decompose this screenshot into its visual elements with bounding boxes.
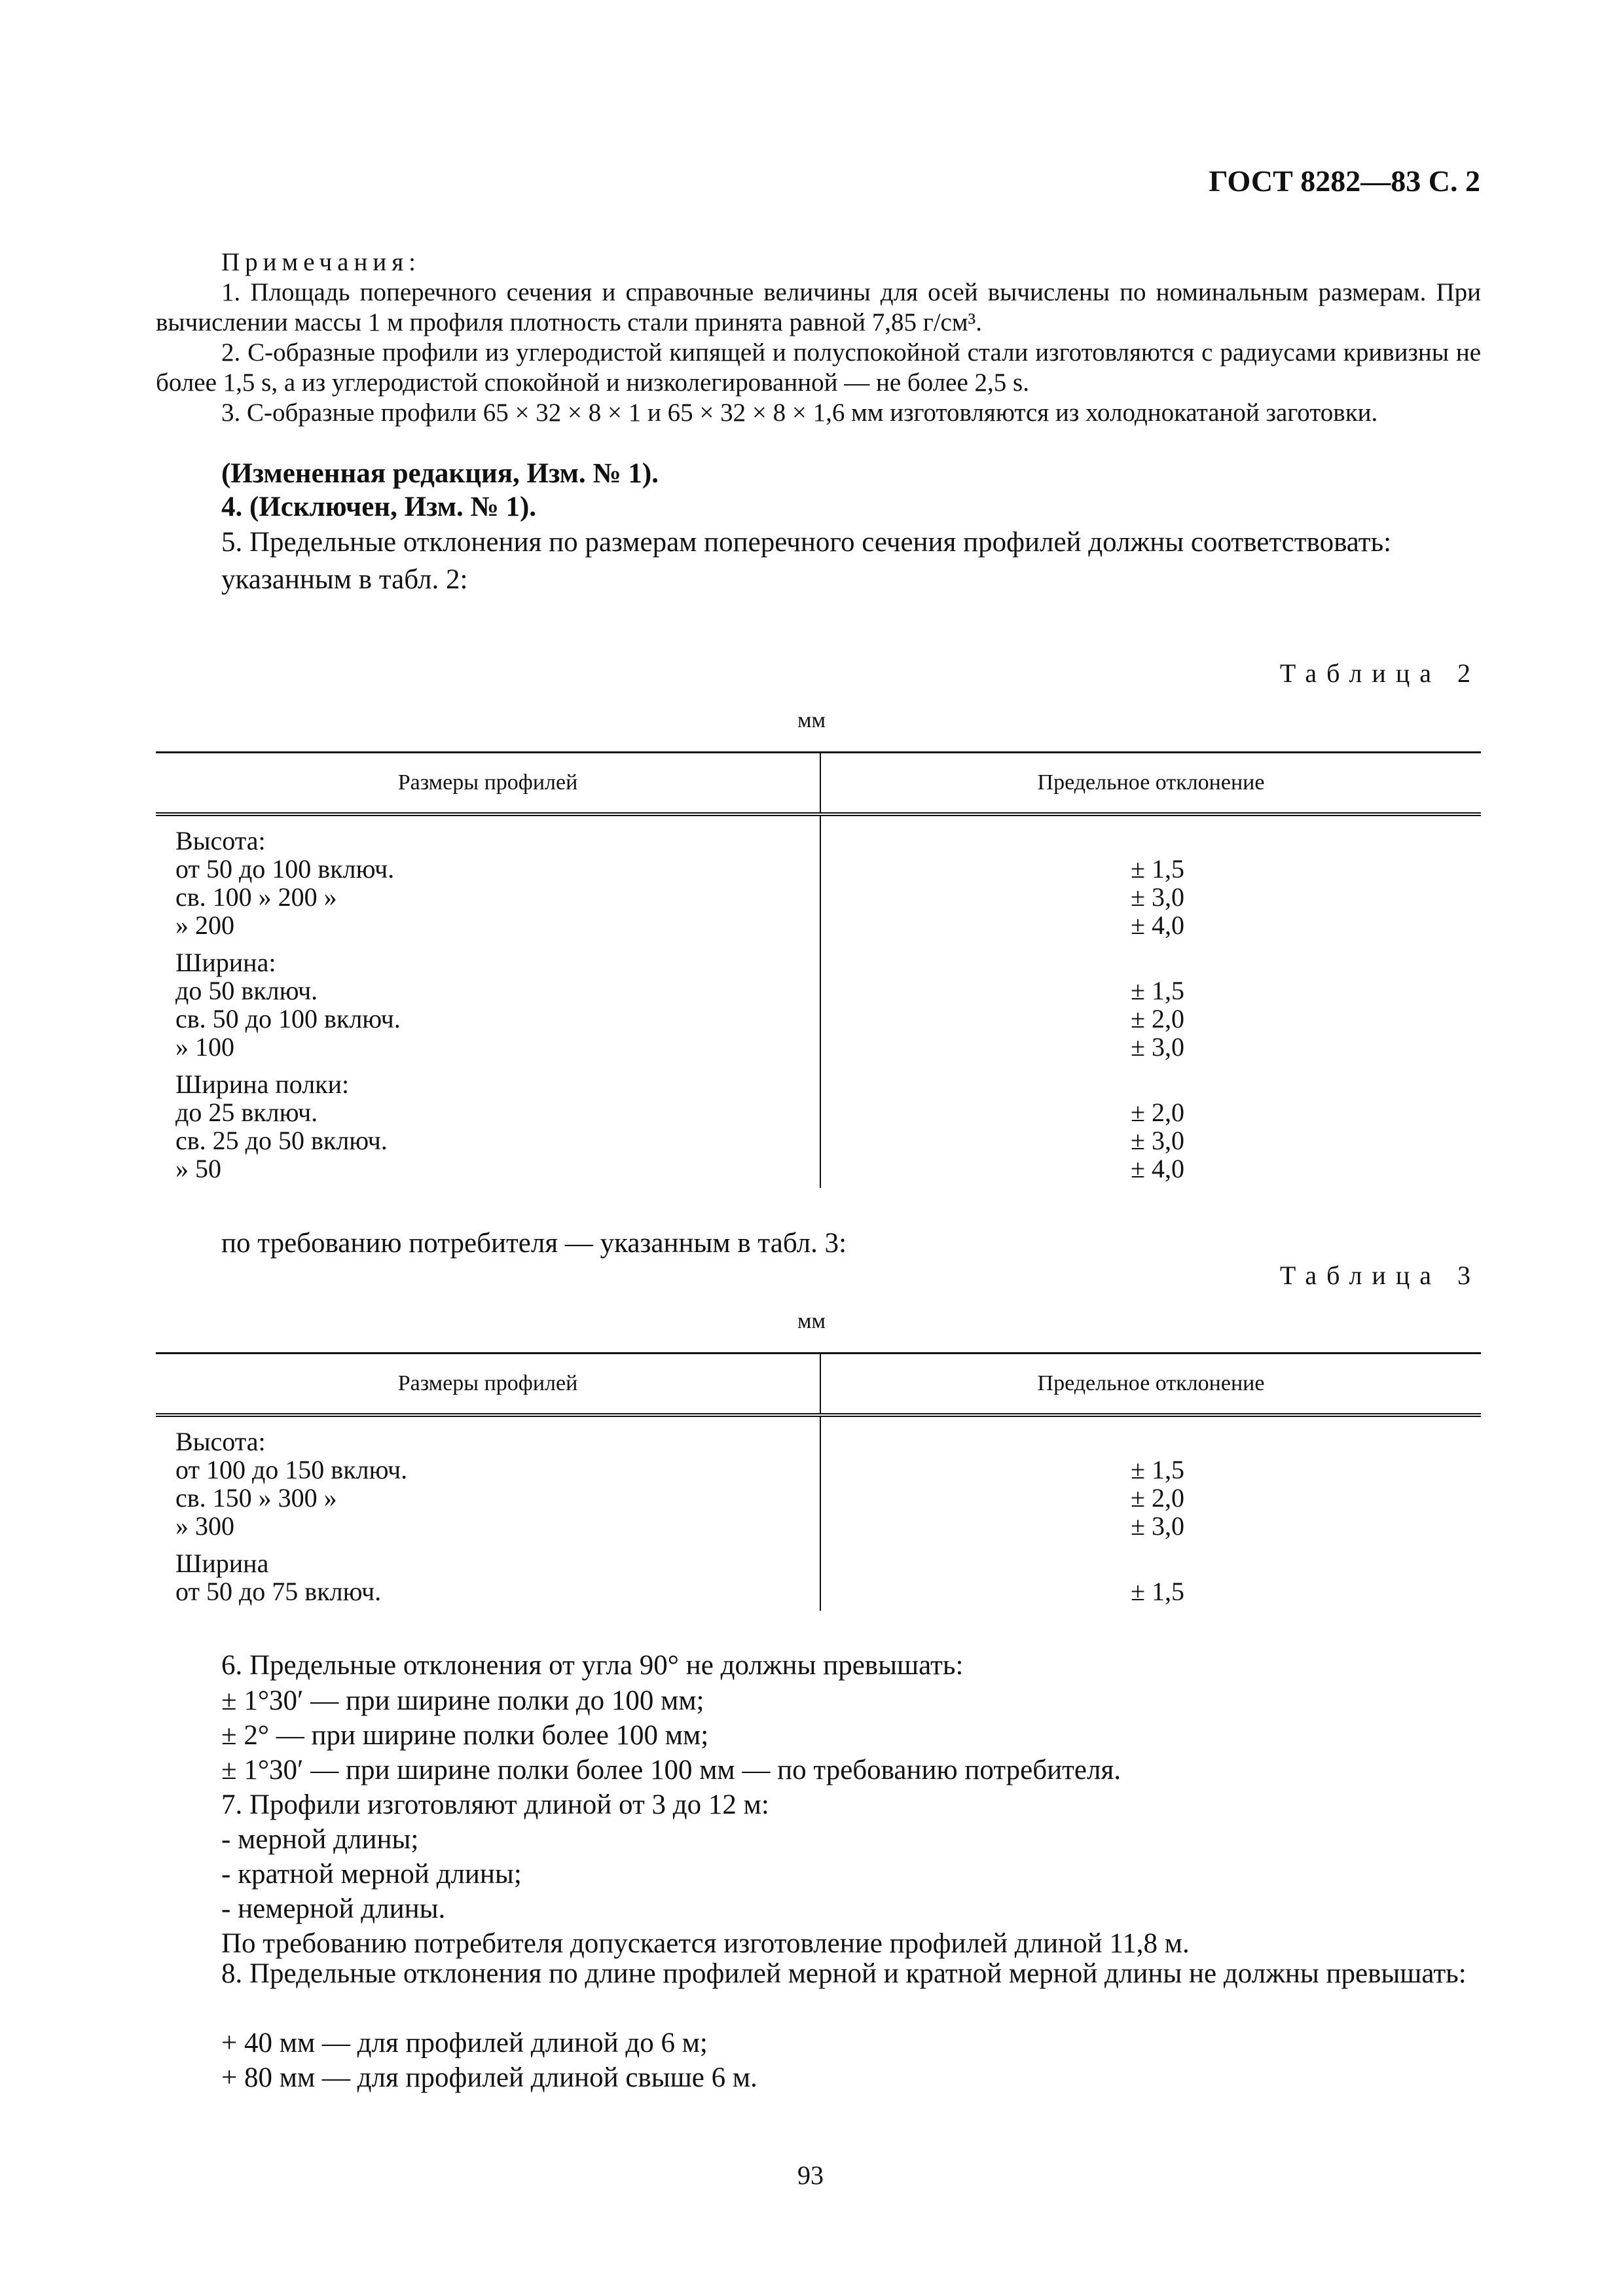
table-3-deviations	[820, 1415, 1481, 1611]
table-3-label: Таблица 3	[1279, 1261, 1480, 1290]
table-cell: ± 2,0	[1131, 1483, 1184, 1513]
list-item: + 40 мм — для профилей длиной до 6 м;	[221, 2028, 708, 2058]
table-row: Ширина:	[175, 948, 276, 977]
table-row: св. 100 » 200 »	[175, 882, 337, 912]
item-4-text: 4. (Исключен, Изм. № 1).	[221, 492, 537, 522]
list-item: - кратной мерной длины;	[221, 1859, 522, 1890]
table-2-header-deviation: Предельное отклонение	[820, 753, 1481, 815]
table-cell-empty	[1131, 1070, 1481, 1098]
table-cell: ± 1,5	[1131, 976, 1184, 1005]
list-item: + 80 мм — для профилей длиной свыше 6 м.	[221, 2062, 757, 2093]
table-row: от 50 до 100 включ.	[175, 854, 395, 884]
item-8-block	[156, 1959, 1481, 1989]
item-4	[156, 490, 1481, 525]
table-2-unit: мм	[797, 708, 826, 732]
table-3-body	[156, 1415, 1481, 1611]
table-cell: ± 4,0	[1131, 910, 1184, 940]
table-row: св. 25 до 50 включ.	[175, 1126, 388, 1155]
item-6-list	[221, 1683, 1190, 1961]
table-row: до 25 включ.	[175, 1098, 318, 1127]
list-item: ± 1°30′ — при ширине полки более 100 мм — по требованию потребителя.	[221, 1755, 1121, 1785]
edition-note: (Измененная редакция, Изм. № 1).	[221, 458, 659, 489]
table-2	[156, 751, 1481, 1188]
list-item: ± 1°30′ — при ширине полки до 100 мм;	[221, 1685, 704, 1716]
table-2-header-row	[156, 753, 1481, 815]
table-cell: ± 2,0	[1131, 1004, 1184, 1033]
table-cell: ± 3,0	[1131, 1126, 1184, 1155]
table-row: » 100	[175, 1032, 234, 1062]
table-row: Высота:	[175, 826, 266, 855]
table-3-header-row	[156, 1354, 1481, 1416]
note-2: 2. С-образные профили из углеродистой кипящей и полуспокойной стали изготовляются с радиусами кривизны не более 1,5 s, а из углеродистой спокойной и низколегированной — не более 2,5 s.	[156, 338, 1481, 397]
table-3-header-size: Размеры профилей	[156, 1354, 820, 1416]
note-1: 1. Площадь поперечного сечения и справочные величины для осей вычислены по номинальным размерам. При вычислении массы 1 м профиля плотность стали принята равной 7,85 г/см³.	[156, 278, 1481, 336]
table-row: до 50 включ.	[175, 976, 318, 1005]
notes-title: Примечания:	[221, 248, 421, 276]
table-3-header-deviation: Предельное отклонение	[820, 1354, 1481, 1416]
note-3: 3. С-образные профили 65 × 32 × 8 × 1 и 65 × 32 × 8 × 1,6 мм изготовляются из холоднокатаной заготовки.	[221, 399, 1378, 427]
table-3-unit: мм	[797, 1309, 826, 1333]
table-row: от 50 до 75 включ.	[175, 1577, 382, 1606]
table-cell: ± 1,5	[1131, 1455, 1184, 1484]
table-row: Ширина полки:	[175, 1069, 350, 1099]
list-item: - мерной длины;	[221, 1824, 419, 1855]
document-header: ГОСТ 8282—83 С. 2	[1209, 164, 1480, 198]
table-row: » 200	[175, 910, 234, 940]
item-6-block	[156, 1648, 1481, 1683]
table-2-label: Таблица 2	[1279, 658, 1480, 688]
table-row: св. 50 до 100 включ.	[175, 1004, 401, 1033]
table-cell-empty	[1131, 948, 1481, 977]
table-cell: ± 4,0	[1131, 1154, 1184, 1183]
table-row: Высота:	[175, 1427, 266, 1456]
item-6: 6. Предельные отклонения от угла 90° не должны превышать:	[221, 1650, 964, 1681]
table-2-deviations	[820, 814, 1481, 1188]
table-2-body	[156, 814, 1481, 1188]
item-5: 5. Предельные отклонения по размерам поперечного сечения профилей должны соответствовать:	[221, 527, 1392, 558]
table-cell-empty	[1131, 827, 1481, 855]
table-cell-empty	[1131, 1427, 1481, 1456]
table-row: » 300	[175, 1511, 234, 1541]
table-row: от 100 до 150 включ.	[175, 1455, 408, 1484]
table-cell: ± 1,5	[1131, 1577, 1184, 1606]
table-3	[156, 1352, 1481, 1611]
table-row: » 50	[175, 1154, 221, 1183]
list-item: По требованию потребителя допускается изготовление профилей длиной 11,8 м.	[221, 1928, 1190, 1959]
table-cell-empty	[1131, 1549, 1481, 1577]
page-number: 93	[797, 2161, 824, 2190]
table-3-intro: по требованию потребителя — указанным в табл. 3:	[221, 1228, 847, 1259]
list-item: ± 2° — при ширине полки более 100 мм;	[221, 1720, 709, 1751]
item-8-list	[221, 2026, 757, 2095]
table-row: Ширина	[175, 1549, 269, 1578]
item-8: 8. Предельные отклонения по длине профилей мерной и кратной мерной длины не должны превышать:	[221, 1958, 1467, 1989]
table-cell: ± 2,0	[1131, 1098, 1184, 1127]
list-item: - немерной длины.	[221, 1893, 446, 1924]
table-2-sizes	[156, 814, 820, 1188]
item-5-intro: указанным в табл. 2:	[221, 564, 468, 595]
table-row: св. 150 » 300 »	[175, 1483, 337, 1513]
table-2-header-size: Размеры профилей	[156, 753, 820, 815]
table-cell: ± 3,0	[1131, 882, 1184, 912]
table-3-sizes	[156, 1415, 820, 1611]
table-cell: ± 1,5	[1131, 854, 1184, 884]
notes-block	[156, 247, 1481, 428]
table-cell: ± 3,0	[1131, 1511, 1184, 1541]
table-cell: ± 3,0	[1131, 1032, 1184, 1062]
list-item: 7. Профили изготовляют длиной от 3 до 12 м:	[221, 1789, 769, 1820]
items-block	[156, 458, 1481, 600]
